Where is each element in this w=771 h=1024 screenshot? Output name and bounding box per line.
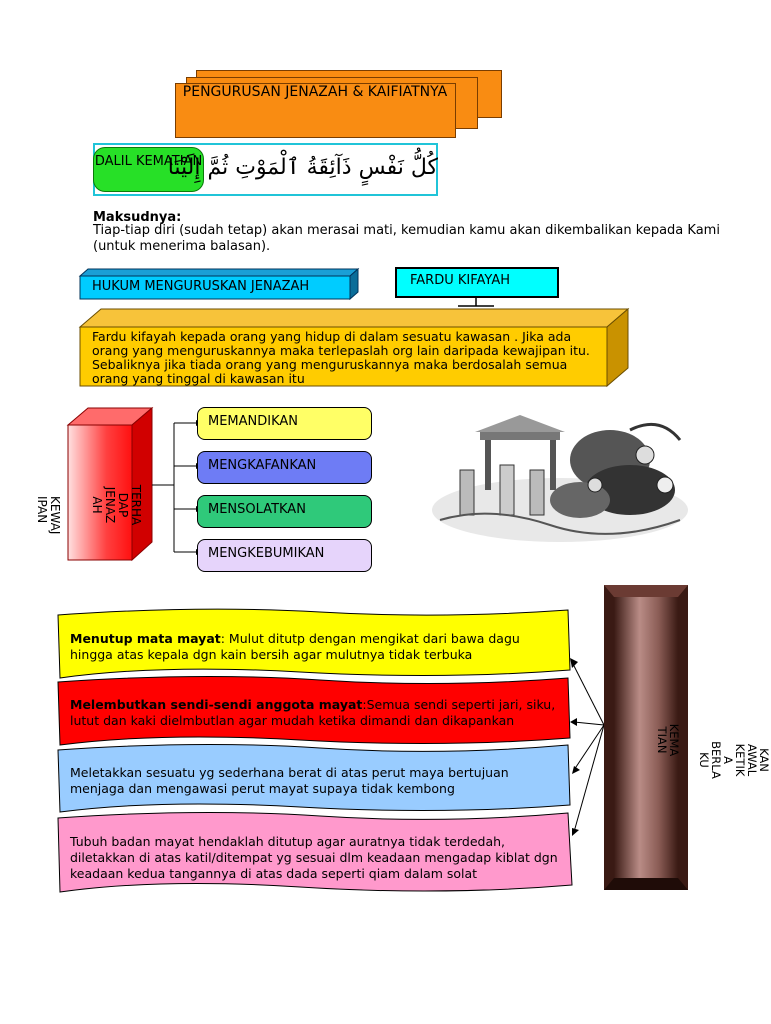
maksud-text: Tiap-tiap diri (sudah tetap) akan merasai mati, kemudian kamu akan dikembalikan kepada Kami (untuk menerima balasan). — [93, 223, 720, 254]
dalil-label: DALIL KEMATIAN — [93, 147, 204, 192]
awal-label-right: KAN AWAL KETIK A BERLA KU — [697, 741, 771, 779]
awal-item-2-bold: Melembutkan sendi-sendi anggota mayat — [70, 697, 363, 712]
awal-item-2 — [70, 697, 565, 729]
awal-item-3: Meletakkan sesuatu yg sederhana berat di atas perut maya bertujuan menjaga dan mengawasi perut mayat supaya tidak kembong — [70, 765, 509, 796]
page-title: PENGURUSAN JENAZAH & KAIFIATNYA — [182, 84, 448, 100]
kewajipan-label-block: TERHA DAP JENAZ AH — [90, 484, 143, 526]
awal-item-1-bold: Menutup mata mayat — [70, 631, 221, 646]
item-memandikan: MEMANDIKAN — [197, 407, 372, 440]
item-mengkebumikan: MENGKEBUMIKAN — [197, 539, 372, 572]
awal-item-4: Tubuh badan mayat hendaklah ditutup agar auratnya tidak terdedah, diletakkan di atas katil/ditempat yg sesuai dlm keadaan mengadap kiblat dgn keadaan kedua tangannya di atas dada seperti qiam dalam solat — [70, 834, 558, 881]
awal-item-1-text: : Mulut ditutp dengan mengikat dari bawa dagu hingga atas kepala dgn kain bersih agar mulutnya tidak terbuka — [70, 631, 520, 662]
item-mengkafankan: MENGKAFANKAN — [197, 451, 372, 484]
graveyard-illustration — [430, 410, 690, 545]
awal-item-1 — [70, 631, 560, 663]
dalil-arabic-verse: كُلُّ نَفْسٍ ذَآئِقَةُ ٱلْمَوْتِ ثُمَّ إِلَيْنَا — [167, 155, 438, 180]
hukum-label: HUKUM MENGURUSKAN JENAZAH — [92, 279, 310, 294]
awal-item-2-text: :Semua sendi seperti jari, siku, lutut dan kaki dielmbutlan agar mudah ketika dimandi dan dikapankan — [70, 697, 556, 728]
maksud-heading: Maksudnya: — [93, 210, 182, 225]
fardu-kifayah-box: FARDU KIFAYAH — [410, 273, 510, 288]
awal-label-inner: KEMA TIAN — [655, 723, 681, 757]
hukum-description: Fardu kifayah kepada orang yang hidup di dalam sesuatu kawasan . Jika ada orang yang menguruskannya maka terlepaslah org lain daripada kewajipan itu. Sebaliknya jika tiada orang yang menguruskannya maka berdosalah semua orang yang tinggal di kawasan itu — [92, 329, 590, 386]
kewajipan-label-left: KEWAJ IPAN — [35, 496, 62, 535]
item-mensolatkan: MENSOLATKAN — [197, 495, 372, 528]
